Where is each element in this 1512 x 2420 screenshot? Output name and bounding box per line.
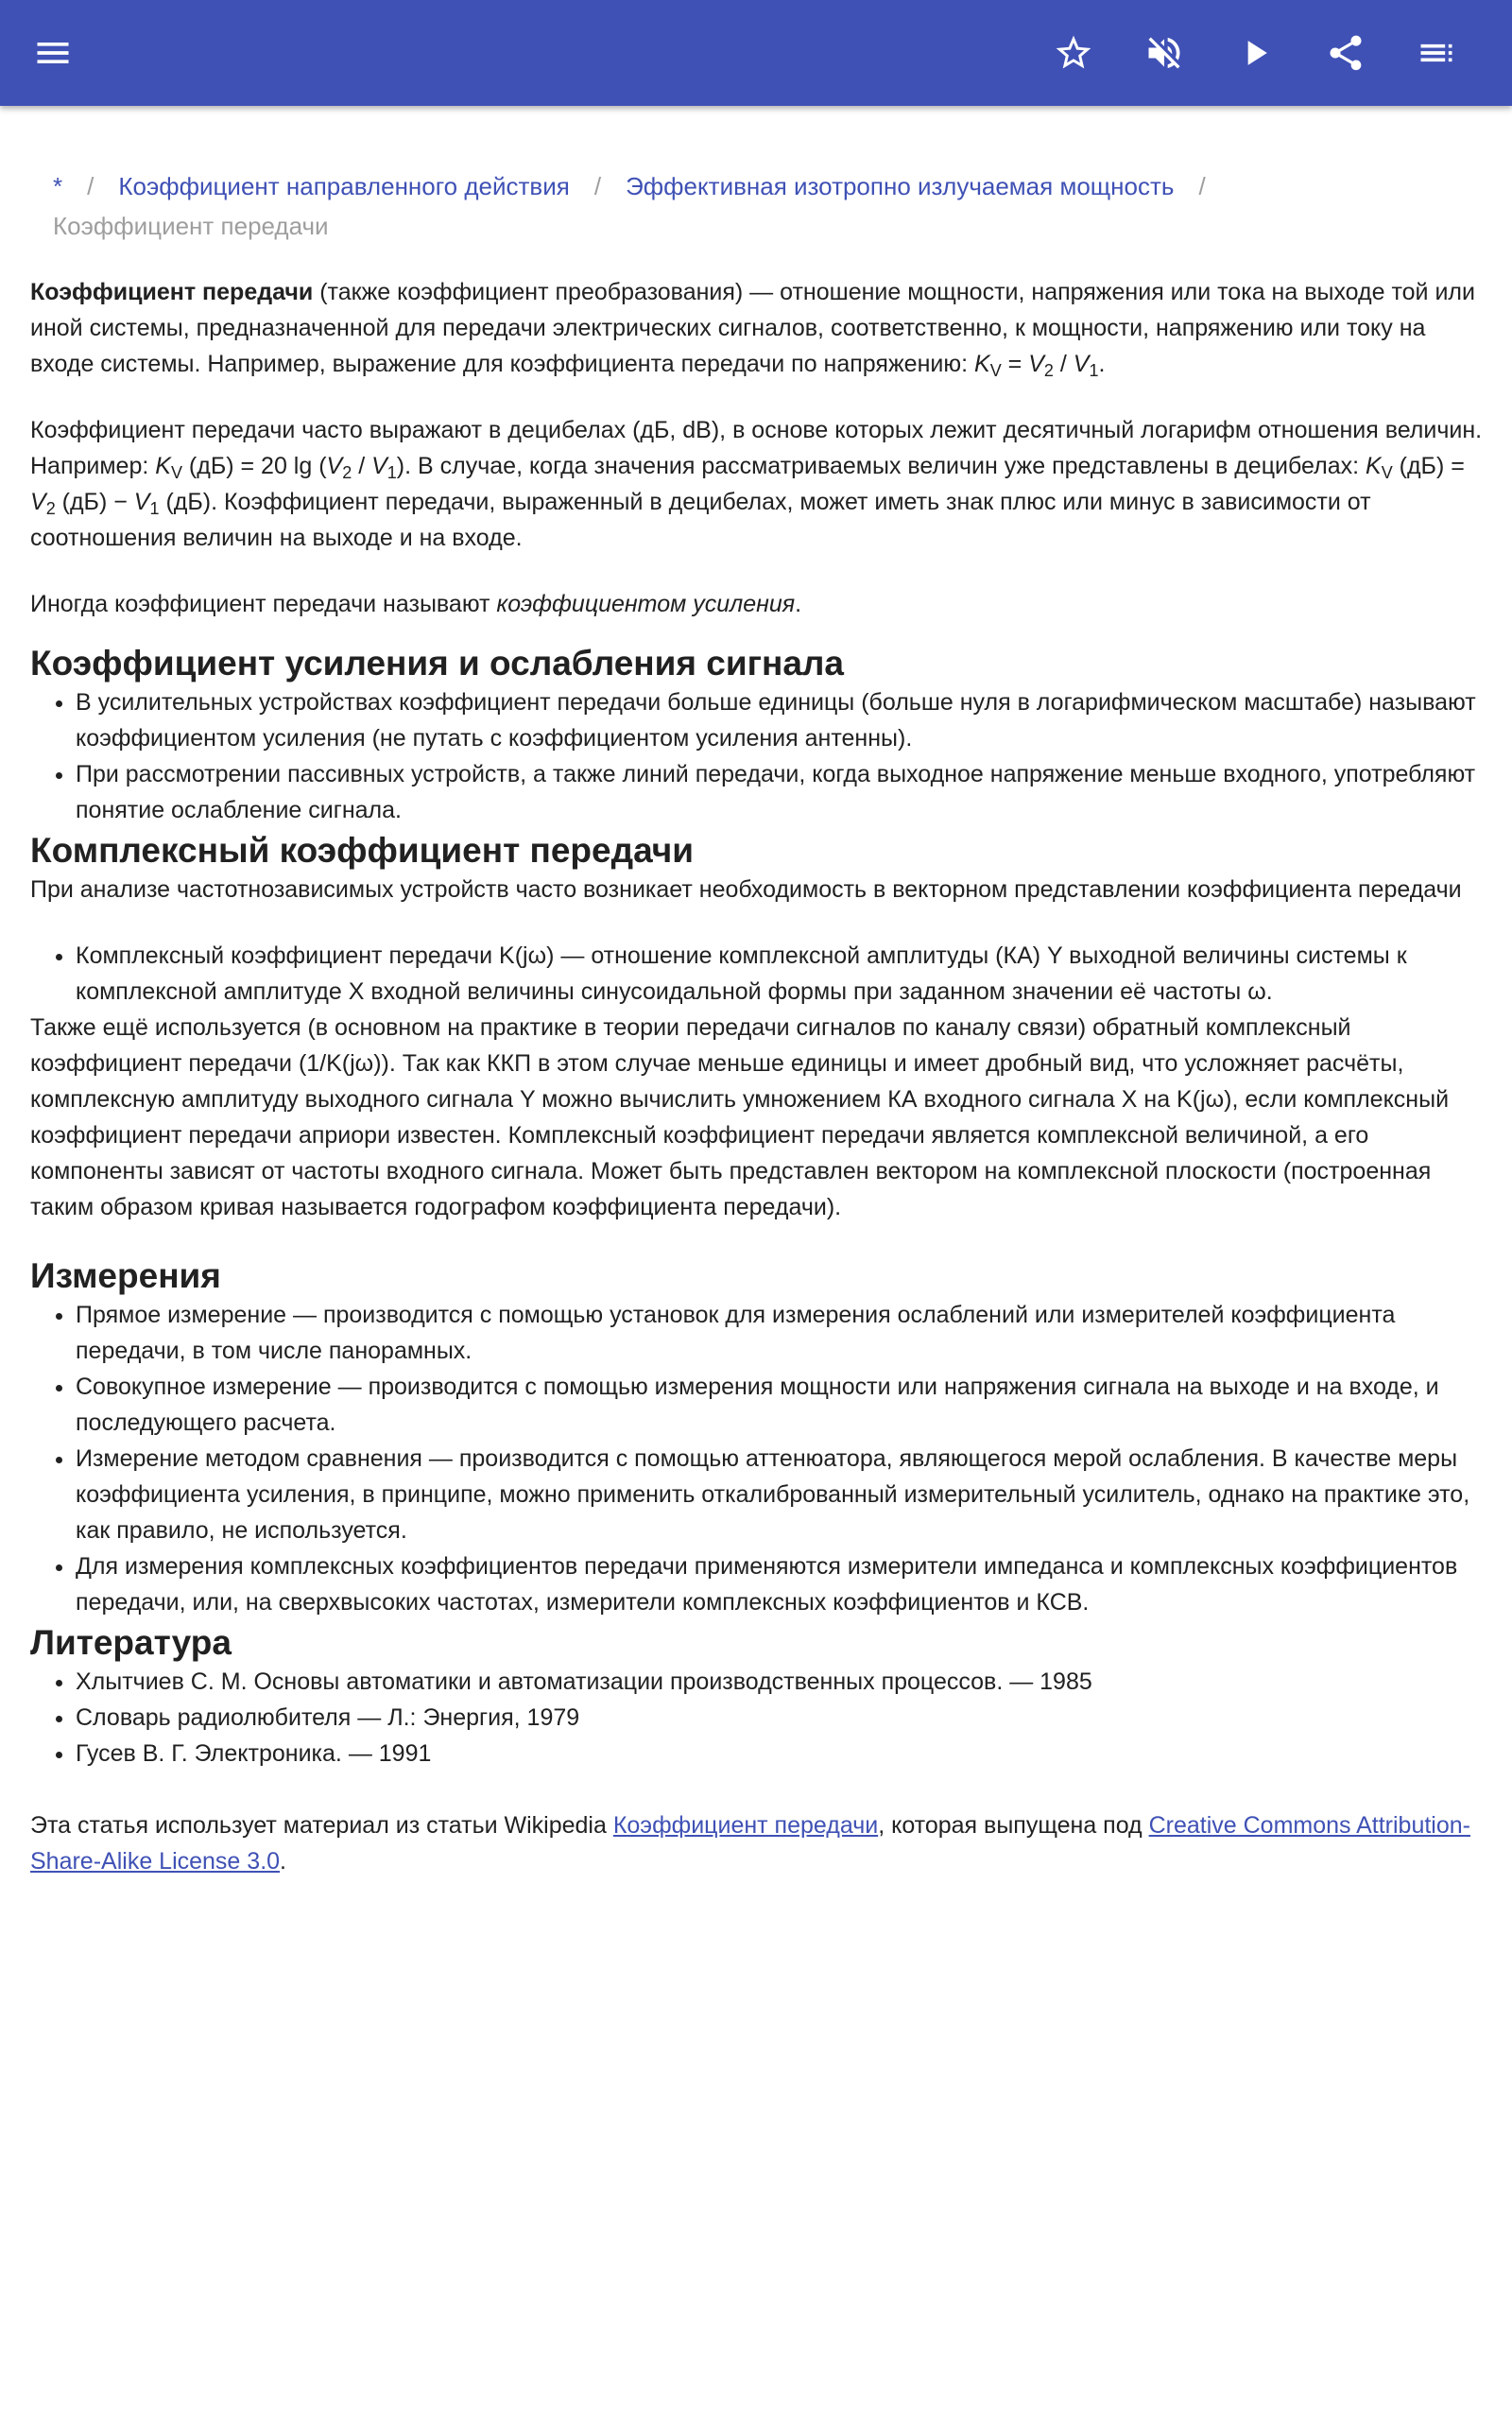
formula-k: K (974, 351, 990, 377)
formula-v1: V (371, 453, 387, 479)
formula-k: K (1366, 453, 1382, 479)
paragraph-text: Коэффициент передачи, выраженный в децибелах, может иметь знак плюс или минус в зависимости от соотношения величин на выходе и на входе. (30, 489, 1371, 551)
breadcrumb-separator: / (1198, 172, 1206, 200)
list-item: • Прямое измерение — производится с помощью установок для измерения ослаблений или измерителей коэффициента передачи, в том числе панорамных. (76, 1297, 1486, 1369)
complex-list (30, 938, 1486, 1010)
formula-v2: V (326, 453, 343, 479)
wikipedia-article-link[interactable]: Коэффициент передачи (612, 1812, 879, 1839)
formula-text: (дБ). (159, 489, 218, 515)
list-item: • В усилительных устройствах коэффициент передачи больше единицы (больше нуля в логарифмическом масштабе) называют коэффициентом усиления (не путать с коэффициентом усиления антенны). (76, 684, 1486, 756)
formula-sub: 1 (387, 463, 397, 482)
formula-sub: V (989, 361, 1002, 380)
list-item: • Совокупное измерение — производится с помощью измерения мощности или напряжения сигнала на выходе и на входе, и последующего расчета. (76, 1369, 1486, 1441)
formula-sub: V (1381, 463, 1393, 482)
play-icon (1234, 32, 1276, 74)
footer-text: Эта статья использует материал из статьи Wikipedia (30, 1812, 613, 1839)
formula-sub: V (170, 463, 182, 482)
breadcrumb-current: Коэффициент передачи (53, 212, 329, 240)
formula-text: (дБ) − (55, 489, 134, 515)
complex-after: Также ещё используется (в основном на практике в теории передачи сигналов по каналу связи) обратный комплексный коэффициент передачи (1/K(jω)). Так как ККП в этом случае меньше единицы и имеет дробный вид, что усложняет расчёты, комплексную амплитуду выходного сигнала Y можно вычислить умножением КА входного сигнала X на K(jω), если комплексный коэффициент передачи априори известен. Комплексный коэффициент передачи является комплексной величиной, а его компоненты зависят от частоты входного сигнала. Может быть представлен вектором на комплексной плоскости (построенная таким образом кривая называется годографом коэффициента передачи). (30, 1014, 1450, 1220)
formula-v1: V (133, 489, 150, 515)
section-title-measurements: Измерения (30, 1256, 221, 1295)
term: Коэффициент передачи (30, 279, 314, 305)
intro-text: (также коэффициент преобразования) — отношение мощности, напряжения или тока на выходе той или иной системы, предназначенной для передачи электрических сигналов, соответственно, к мощности, напряжению или току на входе системы. Например, выражение для коэффициента передачи по напряжению: (30, 279, 1475, 377)
breadcrumb-separator: / (87, 172, 94, 200)
formula-sub: 1 (1089, 361, 1099, 380)
literature-list (30, 1664, 1486, 1772)
gain-list (30, 684, 1486, 828)
list-item: • Для измерения комплексных коэффициентов передачи применяются измерители импеданса и комплексных коэффициентов передачи, или, на сверхвысоких частотах, измерители комплексных коэффициентов и КСВ. (76, 1548, 1486, 1620)
list-item: • При рассмотрении пассивных устройств, а также линий передачи, когда выходное напряжение меньше входного, употребляют понятие ослабление сигнала. (76, 756, 1486, 828)
table-of-contents-button[interactable] (1410, 26, 1463, 79)
license-link[interactable]: Creative Commons Attribution-Share-Alike License 3.0 (30, 1812, 1470, 1875)
share-icon (1325, 32, 1366, 74)
list-item: • Измерение методом сравнения — производится с помощью аттенюатора, являющегося мерой ослабления. В качестве меры коэффициента усиления, в принципе, можно применить откалиброванный измерительный усилитель, однако на практике это, как правило, не используется. (76, 1441, 1486, 1548)
decibels-paragraph (30, 412, 1486, 556)
section-title-complex: Комплексный коэффициент передачи (30, 831, 694, 870)
intro-paragraph (30, 274, 1486, 382)
formula-text: / (352, 453, 372, 479)
formula-sub: 2 (45, 499, 56, 518)
paragraph-text: Иногда коэффициент передачи называют (30, 591, 497, 617)
app-bar (0, 0, 1512, 106)
breadcrumb-item-directivity[interactable]: Коэффициент направленного действия (118, 172, 570, 200)
paragraph-text: Коэффициент передачи часто выражают в децибелах (дБ, dB), в основе которых лежит десятичный логарифм отношения величин. Например: (30, 417, 1483, 479)
formula-text: ). (396, 453, 412, 479)
italic-term: коэффициентом усиления (496, 591, 796, 617)
paragraph-text: . (795, 591, 802, 617)
favorite-button[interactable] (1047, 26, 1100, 79)
measurements-list (30, 1297, 1486, 1620)
breadcrumb (30, 166, 1486, 246)
formula-sub: 2 (342, 463, 352, 482)
mute-button[interactable] (1138, 26, 1191, 79)
list-item: • Комплексный коэффициент передачи K(jω) — отношение комплексной амплитуды (КА) Y выходной величины системы к комплексной амплитуде X входной величины синусоидальной формы при заданном значении её частоты ω. (76, 938, 1486, 1010)
formula-text: = (1001, 351, 1029, 377)
formula-sub: 2 (1043, 361, 1054, 380)
alias-paragraph (30, 586, 1486, 622)
list-icon (1416, 32, 1457, 74)
list-item: • Хлытчиев С. М. Основы автоматики и автоматизации производственных процессов. — 1985 (76, 1664, 1486, 1700)
volume-off-icon (1143, 32, 1185, 74)
footer-text: . (280, 1848, 286, 1875)
breadcrumb-separator: / (593, 172, 602, 200)
formula-v2: V (1028, 351, 1044, 377)
footer-text: , которая выпущена под (878, 1812, 1149, 1839)
formula-text: (дБ) = 20 lg ( (181, 453, 327, 479)
paragraph-text: В случае, когда значения рассматриваемых величин уже представлены в децибелах: (411, 453, 1366, 479)
play-button[interactable] (1228, 26, 1281, 79)
formula-v1: V (1073, 351, 1090, 377)
formula-text: / (1053, 351, 1074, 377)
formula-text: (дБ) = (1392, 453, 1465, 479)
formula-v2: V (30, 489, 46, 515)
section-title-literature: Литература (30, 1623, 232, 1662)
article-content (30, 106, 1486, 1910)
formula-k: K (155, 453, 171, 479)
formula-text: . (1098, 351, 1106, 377)
share-button[interactable] (1319, 26, 1372, 79)
star-outline-icon (1053, 32, 1094, 74)
breadcrumb-item-eirp[interactable]: Эффективная изотропно излучаемая мощность (626, 172, 1175, 200)
formula-sub: 1 (149, 499, 160, 518)
menu-button[interactable] (26, 26, 79, 79)
list-item: • Гусев В. Г. Электроника. — 1991 (76, 1736, 1486, 1772)
breadcrumb-item-home[interactable]: * (53, 172, 63, 200)
list-item: • Словарь радиолюбителя — Л.: Энергия, 1979 (76, 1700, 1486, 1736)
complex-lead: При анализе частотнозависимых устройств часто возникает необходимость в векторном представлении коэффициента передачи (30, 876, 1462, 903)
attribution-footer (30, 1807, 1486, 1879)
menu-icon (32, 32, 74, 74)
section-title-gain: Коэффициент усиления и ослабления сигнала (30, 644, 845, 683)
